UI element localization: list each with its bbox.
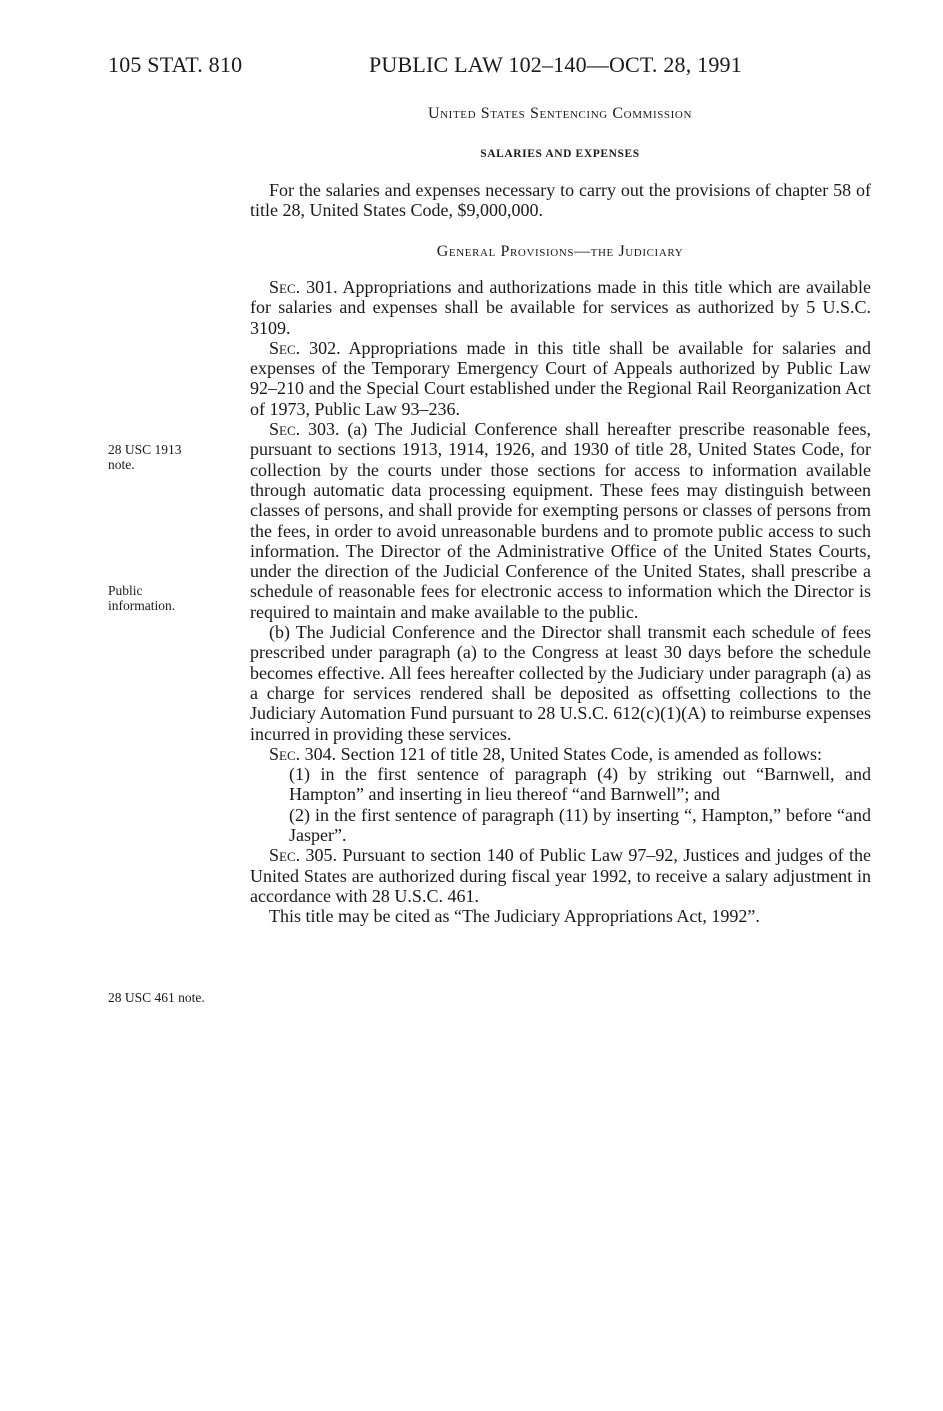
section-301 [250,277,871,338]
heading-general-provisions: General Provisions—the Judiciary [436,243,684,260]
salaries-paragraph: For the salaries and expenses necessary to carry out the provisions of chapter 58 of title 28, United States Code, $9,000,000. [250,180,871,221]
section-303a-text: 303. (a) The Judicial Conference shall hereafter prescribe reasonable fees, pursuant to sections 1913, 1914, 1926, and 1930 of title 28, United States Code, for collection by the courts under those sections for access to information available through automatic data processing equipment. These fees may distinguish between classes of persons, and shall provide for exempting persons or classes of persons from the fees, in order to avoid unreasonable burdens and to promote public access to such information. The Director of the Administrative Office of the United States Courts, under the direction of the Judicial Conference of the United States, shall prescribe a schedule of reasonable fees for electronic access to information which the Director is required to maintain and make available to the public. [250,419,871,622]
section-305-text: 305. Pursuant to section 140 of Public Law 97–92, Justices and judges of the United States are authorized during fiscal year 1992, to receive a salary adjustment in accordance with 28 U.S.C. 461. [250,845,871,906]
section-label: Sec. [269,845,301,866]
section-label: Sec. [269,743,301,764]
margin-note-public-information [108,583,238,613]
margin-note-line: information. [108,598,176,613]
section-302-text: 302. Appropriations made in this title shall be available for salaries and expenses of the Temporary Emergency Court of Appeals authorized by Public Law 92–210 and the Special Court established under the Regional Rail Reorganization Act of 1973, Public Law 93–236. [250,337,871,419]
margin-note-line: 28 USC 1913 [108,442,182,457]
margin-note-28-usc-461: 28 USC 461 note. [108,990,205,1005]
sections-body [250,277,871,927]
section-303b: (b) The Judicial Conference and the Director shall transmit each schedule of fees prescribed under paragraph (a) to the Congress at least 30 days before the schedule becomes effective. All fees hereafter collected by the Judiciary under paragraph (a) as a charge for services rendered shall be deposited as offsetting collections to the Judiciary Automation Fund pursuant to 28 U.S.C. 612(c)(1)(A) to reimburse expenses incurred in providing these services. [250,622,871,744]
law-title: PUBLIC LAW 102–140—OCT. 28, 1991 [369,52,742,77]
heading-salaries-expenses: SALARIES AND EXPENSES [480,148,640,160]
section-label: Sec. [269,337,301,358]
salaries-paragraph-block [250,180,871,221]
heading-sentencing-commission: United States Sentencing Commission [427,105,693,122]
section-label: Sec. [269,419,301,440]
section-301-text: 301. Appropriations and authorizations made in this title which are available for salaries and expenses shall be available for services as authorized by 5 U.S.C. 3109. [250,277,871,338]
margin-note-28-usc-1913 [108,442,238,472]
section-304-text: 304. Section 121 of title 28, United States Code, is amended as follows: [300,743,823,764]
section-304 [250,744,871,764]
citation-paragraph: This title may be cited as “The Judiciary Appropriations Act, 1992”. [269,906,760,927]
section-label: Sec. [269,277,301,297]
page-reference: 105 STAT. 810 [108,52,243,77]
amendment-item-2: (2) in the first sentence of paragraph (11) by inserting “, Hampton,” before “and Jasper”. [289,804,871,846]
section-305 [250,845,871,906]
section-303a [250,419,871,622]
margin-note-line: note. [108,457,135,472]
section-302 [250,338,871,419]
margin-note-line: Public [108,583,143,598]
amendment-item-1: (1) in the first sentence of paragraph (4) by striking out “Barnwell, and Hampton” and inserting in lieu thereof “and Barnwell”; and [289,764,871,805]
